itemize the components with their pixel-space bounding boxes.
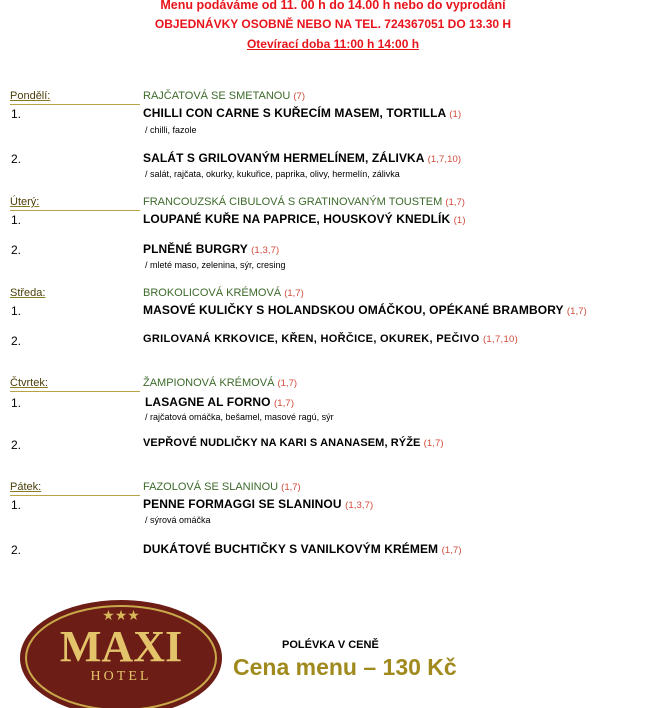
dish-allergens: (1,3,7)	[251, 245, 280, 256]
dish-allergens: (1)	[453, 215, 466, 226]
soup-allergens: (1,7)	[284, 288, 304, 299]
menu-price: Cena menu – 130 Kč	[233, 654, 457, 680]
dish-allergens: (1,7,10)	[482, 334, 519, 345]
dish-allergens: (1,7)	[423, 438, 444, 449]
dish-allergens: (1,7)	[566, 306, 587, 317]
dish-detail: / sýrová omáčka	[145, 515, 211, 525]
header-opening-hours: Otevírací doba 11:00 h 14:00 h	[246, 37, 420, 51]
day-label: Pátek:	[10, 481, 42, 493]
day-divider	[10, 104, 140, 105]
soup-allergens: (7)	[293, 91, 305, 102]
dish-detail: / chilli, fazole	[145, 125, 197, 135]
item-number: 1.	[11, 304, 22, 318]
maxi-hotel-logo	[18, 598, 224, 708]
soup	[143, 287, 304, 299]
dish-allergens: (1,7)	[274, 398, 295, 409]
dish-allergens: (1,3,7)	[345, 500, 374, 511]
day-label: Čtvrtek:	[10, 377, 48, 389]
dish	[143, 303, 587, 317]
soup-name: FAZOLOVÁ SE SLANINOU	[143, 481, 279, 493]
header-orders: OBJEDNÁVKY OSOBNĚ NEBO NA TEL. 724367051 DO 13.30 H	[154, 17, 512, 31]
dish	[143, 437, 444, 449]
item-number: 2.	[11, 334, 22, 348]
dish-detail: / salát, rajčata, okurky, kukuřice, paprika, olivy, hermelín, zálivka	[145, 169, 400, 179]
dish-detail: / rajčatová omáčka, bešamel, masové ragú, sýr	[145, 412, 334, 422]
day-label: Úterý:	[10, 196, 40, 208]
dish-name: LASAGNE AL FORNO	[145, 395, 271, 409]
soup-allergens: (1,7)	[277, 378, 298, 389]
logo-subtext: HOTEL	[90, 669, 152, 684]
dish-name: PLNĚNÉ BURGRY	[143, 242, 248, 256]
dish-allergens: (1,7)	[441, 545, 462, 556]
day-divider	[10, 495, 140, 496]
day-divider	[10, 391, 140, 392]
item-number: 1.	[11, 213, 22, 227]
soup	[143, 196, 465, 208]
dish-name: DUKÁTOVÉ BUCHTIČKY S VANILKOVÝM KRÉMEM	[143, 542, 439, 556]
soup	[143, 377, 297, 389]
soup	[143, 481, 301, 493]
dish	[143, 106, 461, 120]
day-divider	[10, 210, 140, 211]
dish-allergens: (1,7,10)	[427, 154, 462, 165]
item-number: 2.	[11, 438, 22, 452]
dish-name: MASOVÉ KULIČKY S HOLANDSKOU OMÁČKOU, OPÉKANÉ BRAMBORY	[143, 303, 564, 317]
soup-allergens: (1,7)	[445, 197, 465, 208]
soup-name: FRANCOUZSKÁ CIBULOVÁ S GRATINOVANÝM TOUSTEM	[143, 196, 443, 208]
item-number: 1.	[11, 396, 22, 410]
dish-name: VEPŘOVÉ NUDLIČKY NA KARI S ANANASEM, RÝŽE	[143, 437, 421, 449]
dish-detail: / mleté maso, zelenina, sýr, cresing	[145, 260, 286, 270]
dish-name: SALÁT S GRILOVANÝM HERMELÍNEM, ZÁLIVKA	[143, 151, 425, 165]
dish	[143, 242, 279, 256]
dish-name: LOUPANÉ KUŘE NA PAPRICE, HOUSKOVÝ KNEDLÍK	[143, 212, 451, 226]
day-label: Pondělí:	[10, 90, 51, 102]
dish	[143, 542, 462, 556]
dish-name: GRILOVANÁ KRKOVICE, KŘEN, HOŘČICE, OKUREK, PEČIVO	[143, 333, 480, 345]
dish-name: PENNE FORMAGGI SE SLANINOU	[143, 497, 342, 511]
soup-name: ŽAMPIONOVÁ KRÉMOVÁ	[143, 377, 275, 389]
dish-name: CHILLI CON CARNE S KUŘECÍM MASEM, TORTILLA	[143, 106, 446, 120]
day-label: Středa:	[10, 287, 46, 299]
dish	[143, 333, 518, 345]
dish	[143, 151, 461, 165]
dish-allergens: (1)	[449, 109, 462, 120]
soup-name: RAJČATOVÁ SE SMETANOU	[143, 90, 291, 102]
item-number: 2.	[11, 543, 22, 557]
soup	[143, 90, 305, 102]
soup-allergens: (1,7)	[281, 482, 301, 493]
dish	[145, 395, 294, 409]
dish	[143, 212, 466, 226]
header-service-hours: Menu podáváme od 11. 00 h do 14.00 h nebo do vyprodání	[160, 0, 506, 12]
soup-name: BROKOLICOVÁ KRÉMOVÁ	[143, 287, 282, 299]
item-number: 1.	[11, 498, 22, 512]
dish	[143, 497, 373, 511]
logo-stars: ★★★	[102, 608, 140, 624]
logo-text: MAXI	[59, 622, 183, 671]
item-number: 2.	[11, 243, 22, 257]
item-number: 2.	[11, 152, 22, 166]
item-number: 1.	[11, 107, 22, 121]
soup-included-note: POLÉVKA V CENĚ	[282, 639, 379, 651]
